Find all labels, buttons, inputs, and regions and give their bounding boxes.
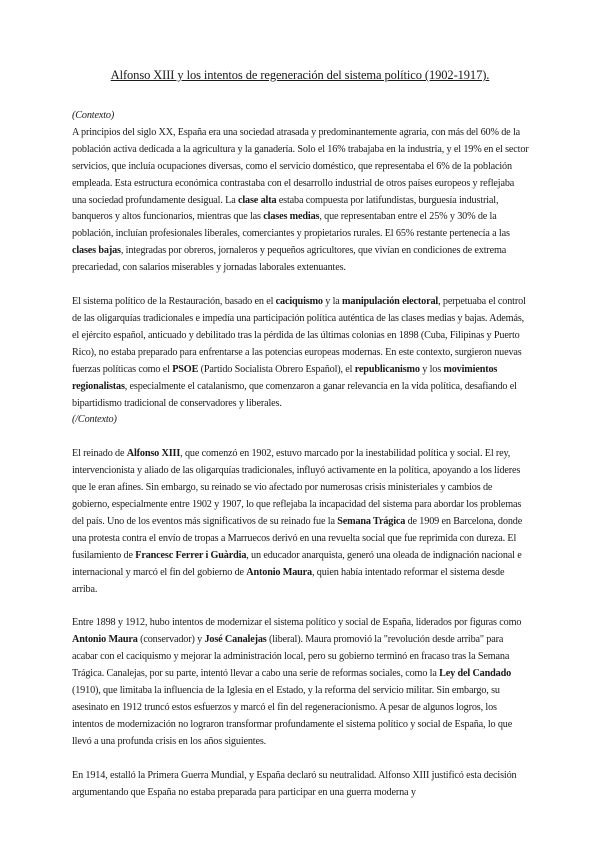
term-semana-tragica: Semana Trágica (337, 515, 406, 527)
term-manipulacion-electoral: manipulación electoral (342, 296, 439, 308)
term-jose-canalejas: José Canalejas (204, 634, 267, 646)
term-antonio-maura-2: Antonio Maura (72, 634, 138, 646)
document-title: Alfonso XIII y los intentos de regeneración del sistema político (1902-1917). (110, 68, 490, 82)
paragraph-regeneracionismo: Entre 1898 y 1912, hubo intentos de modernizar el sistema político y social de España, liderados por figuras como Antonio Maura (conservador) y José Canalejas (liberal). Maura promovió la "revolución desde arriba" para acabar con el caciquismo y mejorar la administración local, pero su gobierno terminó en fracaso tras la Semana Trágica. Canalejas, por su parte, intentó llevar a cabo una serie de reformas sociales, como la Ley del Candado (1910), que limitaba la influencia de la Iglesia en el Estado, y la reforma del servicio militar. Sin embargo, su asesinato en 1912 truncó estos esfuerzos y marcó el fin del regeneracionismo. A pesar de algunos logros, los intentos de modernización no lograron transformar profundamente el sistema político y social de España, lo que llevó a una profunda crisis en los años siguientes. (72, 617, 522, 747)
term-clase-alta: clase alta (238, 194, 277, 206)
term-caciquismo: caciquismo (275, 296, 323, 308)
term-republicanismo: republicanismo (354, 363, 420, 375)
paragraph-restauracion: El sistema político de la Restauración, basado en el caciquismo y la manipulación electoral, perpetuaba el control de las oligarquías tradicionales e impedía una participación política auténtica de las clases medias y bajas. Además, el ejército español, anticuado y debilitado tras la pérdida de las últimas colonias en 1898 (Cuba, Filipinas y Puerto Rico), no estaba preparado para enfrentarse a las potencias europeas modernas. En este contexto, surgieron nuevas fuerzas políticas como el PSOE (Partido Socialista Obrero Español), el republicanismo y los movimientos regionalistas, especialmente el catalanismo, que comenzaron a ganar relevancia en la vida política, desafiando el bipartidismo tradicional de conservadores y liberales. (72, 296, 526, 409)
term-psoe: PSOE (172, 363, 199, 375)
paragraph-reinado: El reinado de Alfonso XIII, que comenzó en 1902, estuvo marcado por la inestabilidad política y social. El rey, intervencionista y aliado de las oligarquías tradicionales, influyó activamente en la política, apoyando a los líderes que le eran afines. Sin embargo, su reinado se vio afectado por numerosas crisis ministeriales y cambios de gobierno, especialmente entre 1902 y 1907, lo que reflejaba la incapacidad del sistema para abordar los problemas del país. Uno de los eventos más significativos de su reinado fue la Semana Trágica de 1909 en Barcelona, donde una protesta contra el envío de tropas a Marruecos derivó en una revuelta social que fue reprimida con dureza. El fusilamiento de Francesc Ferrer i Guàrdia, un educador anarquista, generó una oleada de indignación nacional e internacional y marcó el fin del gobierno de Antonio Maura, quien había intentado reformar el sistema desde arriba. (72, 448, 523, 595)
term-movimientos-regionalistas: movimientos regionalistas (72, 363, 498, 392)
paragraph-social-structure: A principios del siglo XX, España era una sociedad atrasada y predominantemente agraria, con más del 60% de la población activa dedicada a la agricultura y la ganadería. Solo el 16% trabajaba en la industria, y el 19% en el sector servicios, que incluía ocupaciones diversas, como el servicio doméstico, que representaba el 6% de la población empleada. Esta estructura económica contrastaba con el desarrollo industrial de otros países europeos y reflejaba una sociedad profundamente desigual. La clase alta estaba compuesta por latifundistas, burguesía industrial, banqueros y altos funcionarios, mientras que las clases medias, que representaban entre el 25% y 30% de la población, incluían profesionales liberales, comerciantes y propietarios rurales. El 65% restante pertenecía a las clases bajas, integradas por obreros, jornaleros y pequeños agricultores, que vivían en condiciones de extrema precariedad, con salarios miserables y jornadas laborales extenuantes. (72, 126, 529, 274)
context-open-marker: (Contexto) (72, 110, 115, 121)
term-alfonso-xiii: Alfonso XIII (126, 448, 181, 460)
term-clases-bajas: clases bajas (72, 245, 121, 257)
term-ferrer-guardia: Francesc Ferrer i Guàrdia (135, 549, 247, 561)
paragraph-primera-guerra: En 1914, estalló la Primera Guerra Mundial, y España declaró su neutralidad. Alfonso XIII justificó esta decisión argumentando que España no estaba preparada para participar en una guerra moderna y (72, 769, 517, 798)
context-close-marker: (/Contexto) (72, 414, 117, 426)
term-antonio-maura: Antonio Maura (246, 566, 312, 578)
term-clases-medias: clases medias (263, 211, 320, 223)
document-body (72, 108, 530, 802)
term-ley-del-candado: Ley del Candado (439, 668, 512, 680)
